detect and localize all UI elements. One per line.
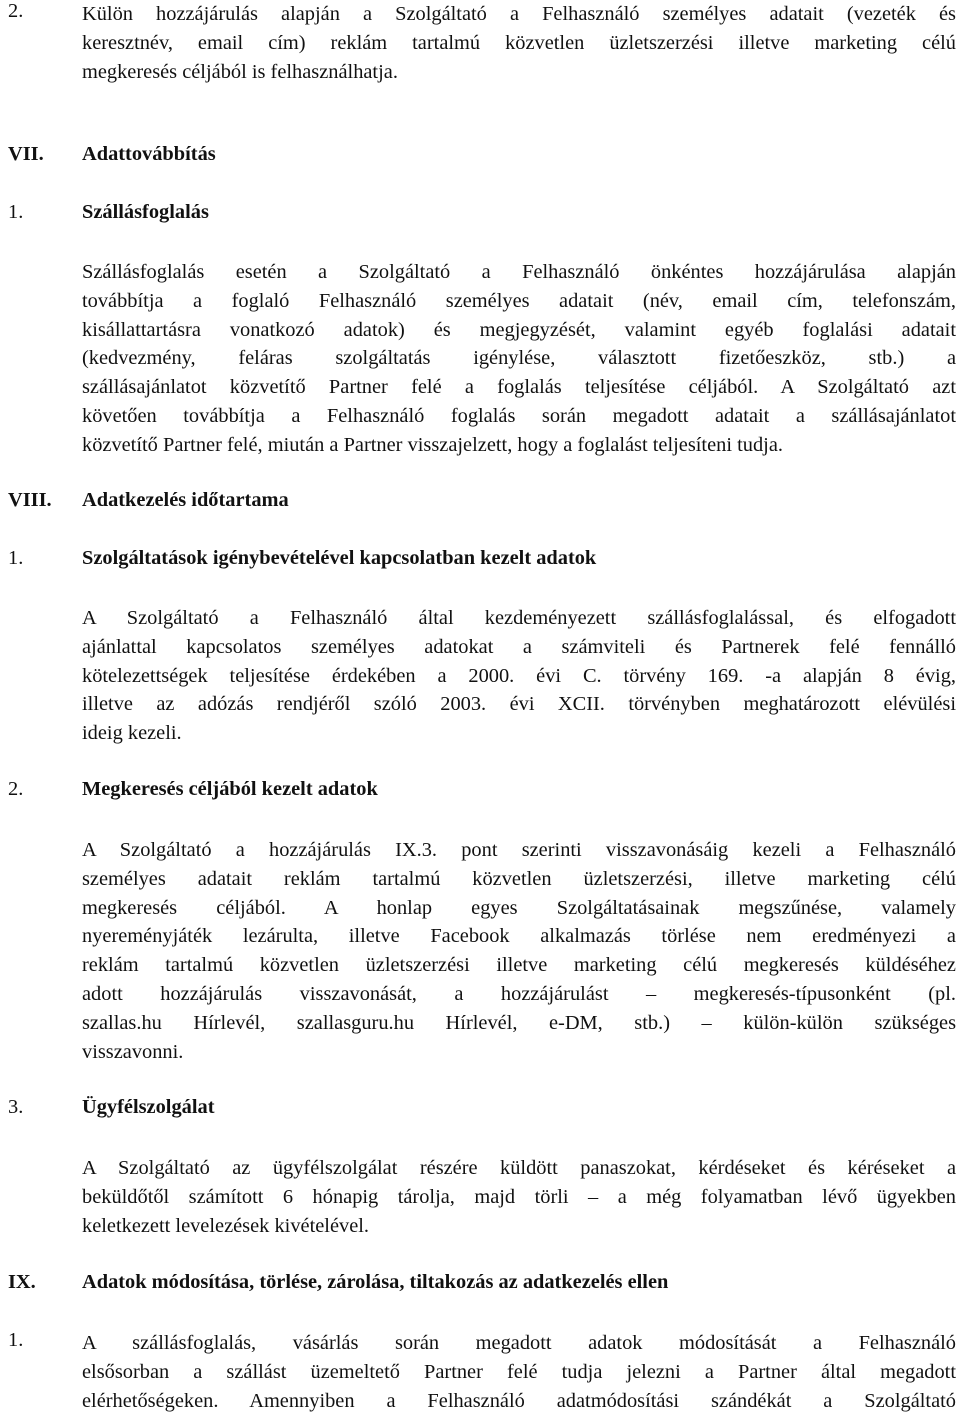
section-title: Adattovábbítás	[82, 143, 216, 165]
text-line: Szállásfoglalás esetén a Szolgáltató a Felhasználó önkéntes hozzájárulása alapján	[82, 261, 956, 283]
item-title: Megkeresés céljából kezelt adatok	[82, 778, 378, 800]
paragraph-marketing-data	[82, 836, 956, 1066]
item-number: 1.	[8, 201, 24, 223]
paragraph-consent-marketing	[82, 0, 956, 86]
text-line: A Szolgáltató a hozzájárulás IX.3. pont szerinti visszavonásáig kezeli a Felhasználó	[82, 839, 956, 861]
text-line: Külön hozzájárulás alapján a Szolgáltató a Felhasználó személyes adatait (vezeték és	[82, 3, 956, 25]
text-line: ajánlattal kapcsolatos személyes adatokat a számviteli és Partnerek felé fennálló	[82, 635, 956, 658]
text-line: visszavonni.	[82, 1040, 184, 1063]
item-number: 2.	[8, 778, 24, 800]
text-line: elérhetőségeken. Amennyiben a Felhasználó adatmódosítási szándékát a Szolgáltató	[82, 1389, 956, 1412]
item-number: 1.	[8, 1329, 24, 1351]
item-number: 3.	[8, 1096, 24, 1118]
item-number: 1.	[8, 547, 24, 569]
text-line: kisállattartásra vonatkozó adatok) és megjegyzését, valamint egyéb foglalási adatait	[82, 318, 956, 341]
text-line: A Szolgáltató a Felhasználó által kezdeményezett szállásfoglalással, és elfogadott	[82, 607, 956, 629]
text-line: személyes adatait reklám tartalmú közvetlen üzletszerzési, illetve marketing célú	[82, 867, 956, 890]
section-number: VII.	[8, 143, 44, 165]
item-title: Szolgáltatások igénybevételével kapcsolatban kezelt adatok	[82, 547, 597, 569]
section-title: Adatok módosítása, törlése, zárolása, tiltakozás az adatkezelés ellen	[82, 1271, 669, 1293]
text-line: (kedvezmény, feláras szolgáltatás igénylése, választott fizetőeszköz, stb.) a	[82, 347, 956, 370]
section-number: IX.	[8, 1271, 36, 1293]
text-line: továbbítja a foglaló Felhasználó személyes adatait (név, email cím, telefonszám,	[82, 289, 956, 312]
text-line: A szállásfoglalás, vásárlás során megadott adatok módosítását a Felhasználó	[82, 1332, 956, 1354]
text-line: szallas.hu Hírlevél, szallasguru.hu Hírlevél, e-DM, stb.) – külön-külön szükséges	[82, 1011, 956, 1034]
paragraph-service-data	[82, 604, 956, 748]
text-line: elsősorban a szállást üzemeltető Partner felé tudja jelezni a Partner által megadott	[82, 1360, 956, 1383]
text-line: keresztnév, email cím) reklám tartalmú közvetlen üzletszerzési illetve marketing célú	[82, 31, 956, 54]
text-line: megkeresés céljából. A honlap egyes Szolgáltatásainak megszűnése, valamely	[82, 896, 956, 919]
paragraph-customer-service	[82, 1154, 956, 1240]
item-title: Ügyfélszolgálat	[82, 1096, 215, 1118]
item-title: Szállásfoglalás	[82, 201, 209, 223]
text-line: adott hozzájárulás visszavonását, a hozzájárulást – megkeresés-típusonként (pl.	[82, 982, 956, 1005]
text-line: szállásajánlatot közvetítő Partner felé a foglalás teljesítése céljából. A Szolgáltató azt	[82, 376, 956, 399]
text-line: keletkezett levelezések kivételével.	[82, 1214, 370, 1237]
text-line: beküldőtől számított 6 hónapig tárolja, majd törli – a még folyamatban lévő ügyekben	[82, 1185, 956, 1208]
text-line: nyereményjáték lezárulta, illetve Facebook alkalmazás törlése nem eredményezi a	[82, 925, 956, 948]
text-line: közvetítő Partner felé, miután a Partner visszajelzett, hogy a foglalást teljesíteni tudja.	[82, 433, 783, 456]
item-number: 2.	[8, 0, 24, 22]
section-title: Adatkezelés időtartama	[82, 489, 289, 511]
text-line: megkeresés céljából is felhasználhatja.	[82, 60, 398, 83]
text-line: A Szolgáltató az ügyfélszolgálat részére küldött panaszokat, kérdéseket és kéréseket a	[82, 1157, 956, 1179]
section-number: VIII.	[8, 489, 52, 511]
paragraph-data-modification	[82, 1329, 956, 1415]
text-line: kötelezettségek teljesítése érdekében a 2000. évi C. törvény 169. -a alapján 8 évig,	[82, 664, 956, 687]
text-line: illetve az adózás rendjéről szóló 2003. évi XCII. törvényben meghatározott elévülési	[82, 693, 956, 716]
text-line: reklám tartalmú közvetlen üzletszerzési illetve marketing célú megkeresés küldéséhez	[82, 954, 956, 977]
paragraph-booking-transfer	[82, 258, 956, 460]
text-line: ideig kezeli.	[82, 722, 182, 745]
text-line: követően továbbítja a Felhasználó foglalás során megadott adatait a szállásajánlatot	[82, 404, 956, 427]
